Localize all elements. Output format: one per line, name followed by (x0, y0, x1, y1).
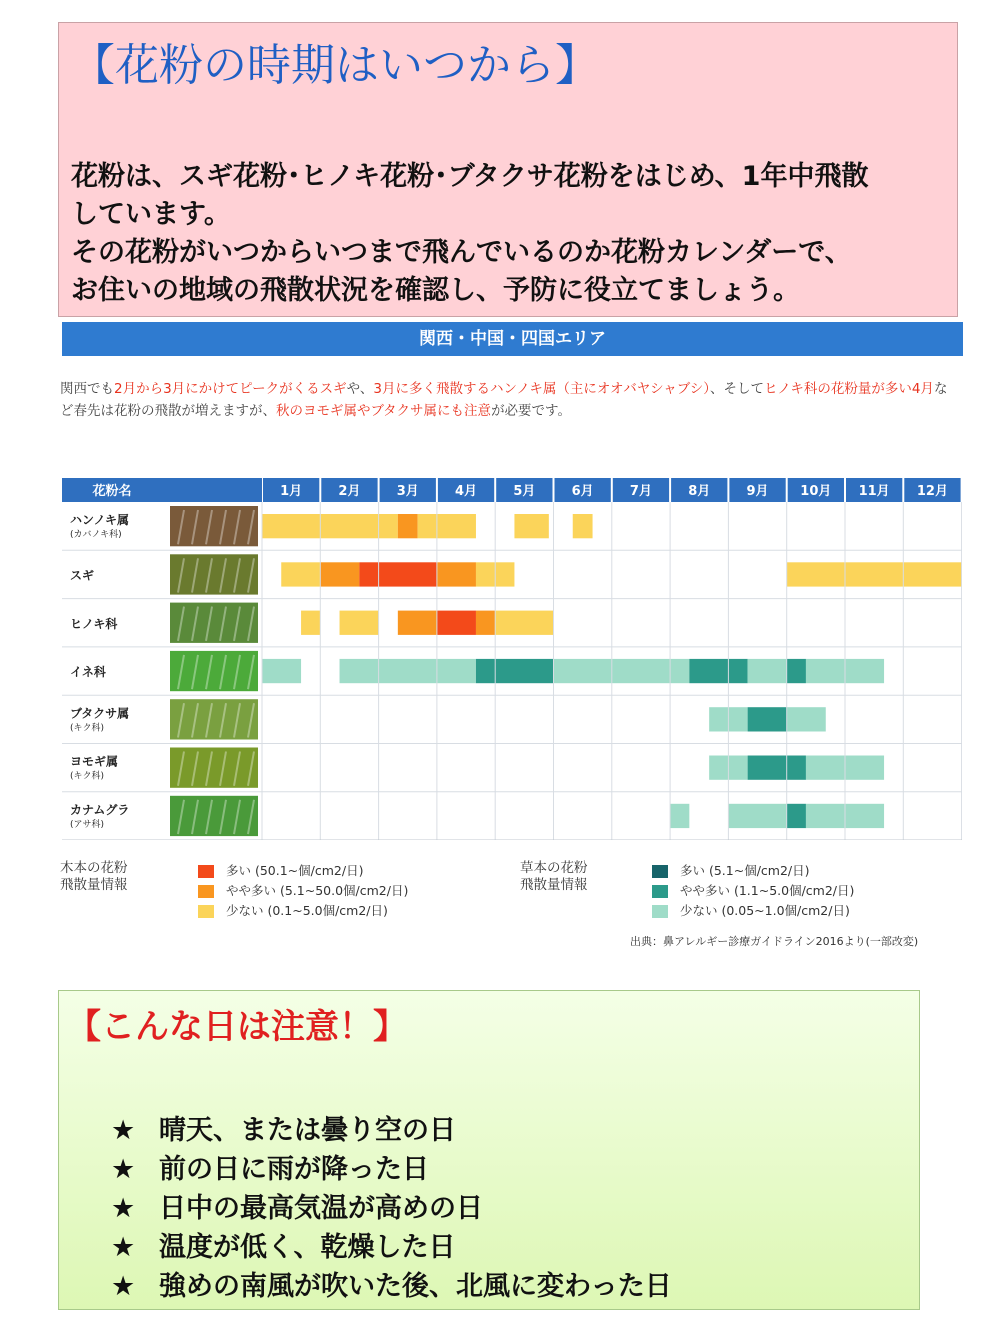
pollen-bar (301, 611, 320, 635)
month-label: 9月 (746, 484, 769, 499)
month-label: 6月 (571, 484, 594, 499)
pollen-name: ヒノキ科 (70, 616, 118, 631)
month-label: 5月 (513, 484, 536, 499)
pollen-bar (262, 659, 301, 683)
legend-grass-title: 草本の花粉 飛散量情報 (520, 860, 588, 893)
month-label: 1月 (280, 484, 303, 499)
intro-panel (58, 22, 958, 317)
pollen-family: (キク科) (70, 723, 105, 734)
caution-item (111, 1267, 672, 1306)
description-text: 、そして (710, 381, 765, 397)
area-banner: 関西・中国・四国エリア (62, 322, 963, 356)
header-label: 花粉名 (92, 484, 132, 499)
pollen-name: イネ科 (70, 665, 106, 680)
pollen-bar (437, 611, 476, 635)
caution-title: 【こんな日は注意！】 (67, 1007, 407, 1047)
pollen-calendar (58, 320, 966, 960)
caution-text: 晴天、または曇り空の日 (159, 1115, 456, 1146)
pollen-name: ブタクサ属 (70, 706, 130, 721)
description-text: や、 (346, 381, 374, 397)
pollen-name: スギ (70, 568, 95, 583)
intro-line: 花粉は、スギ花粉･ヒノキ花粉･ブタクサ花粉をはじめ、1年中飛散 (71, 161, 869, 192)
month-label: 7月 (629, 484, 652, 499)
pollen-name: カナムグラ (70, 802, 130, 817)
intro-line: しています。 (71, 199, 231, 230)
description-text: 関西でも (60, 381, 114, 397)
pollen-bar (689, 659, 747, 683)
pollen-bar (398, 611, 437, 635)
legend-grass-high: 多い (5.1~個/cm2/日) (652, 861, 810, 879)
pollen-bar (418, 514, 476, 538)
month-label: 11月 (858, 484, 890, 499)
star-icon: ★ (111, 1154, 136, 1185)
pollen-bar (787, 707, 826, 731)
caution-item (111, 1228, 672, 1267)
legend-swatch (198, 865, 214, 878)
highlight-text: ヒノキ科の花粉量が多い4月 (764, 381, 934, 397)
star-icon: ★ (111, 1232, 136, 1263)
pollen-name: ヨモギ属 (70, 754, 119, 769)
pollen-bar (748, 659, 787, 683)
month-label: 4月 (455, 484, 478, 499)
legend-grass-low: 少ない (0.05~1.0個/cm2/日) (652, 901, 850, 919)
pollen-bar (495, 611, 553, 635)
pollen-calendar-grid (62, 478, 962, 840)
area-description (60, 378, 960, 422)
month-label: 12月 (916, 484, 948, 499)
pollen-name: ハンノキ属 (70, 513, 130, 528)
caution-item (111, 1111, 672, 1150)
legend-tree-low: 少ない (0.1~5.0個/cm2/日) (198, 901, 388, 919)
intro-title: 【花粉の時期はいつから】 (71, 40, 599, 91)
caution-item (111, 1189, 672, 1228)
description-text: が必要です。 (491, 403, 571, 419)
legend-swatch (198, 885, 214, 898)
legend-swatch (652, 905, 668, 918)
pollen-bar (670, 804, 689, 828)
pollen-family: (カバノキ科) (70, 530, 122, 541)
legend-swatch (198, 905, 214, 918)
caution-text: 日中の最高気温が高めの日 (159, 1193, 483, 1224)
pollen-bar (437, 562, 476, 586)
intro-line: その花粉がいつからいつまで飛んでいるのか花粉カレンダーで、 (71, 237, 852, 268)
highlight-text: 秋のヨモギ属やブタクサ属にも注意 (276, 403, 492, 419)
caution-panel (58, 990, 920, 1310)
pollen-bar (514, 514, 548, 538)
pollen-bar (787, 562, 962, 586)
legend-swatch (652, 885, 668, 898)
pollen-bar (340, 611, 379, 635)
highlight-text: 3月に多く飛散するハンノキ属（主にオオバヤシャブシ） (373, 381, 711, 397)
star-icon: ★ (111, 1271, 136, 1302)
intro-text (71, 158, 951, 310)
pollen-bar (787, 804, 806, 828)
pollen-bar (728, 804, 786, 828)
caution-text: 前の日に雨が降った日 (159, 1154, 429, 1185)
month-label: 2月 (338, 484, 361, 499)
pollen-bar (359, 562, 437, 586)
highlight-text: 2月から3月にかけてピークがくるスギ (114, 381, 347, 397)
source-note: 出典：鼻アレルギー診療ガイドライン2016より(一部改変) (630, 935, 919, 948)
pollen-bar (340, 659, 476, 683)
legend-tree-mid: やや多い (5.1~50.0個/cm2/日) (198, 881, 408, 899)
caution-text: 強めの南風が吹いた後、北風に変わった日 (159, 1271, 672, 1302)
legend-grass-mid: やや多い (1.1~5.0個/cm2/日) (652, 881, 854, 899)
legend-swatch (652, 865, 668, 878)
pollen-bar (554, 659, 690, 683)
legend-tree-title: 木本の花粉 飛散量情報 (60, 860, 128, 893)
star-icon: ★ (111, 1115, 136, 1146)
month-label: 3月 (396, 484, 419, 499)
pollen-family: (キク科) (70, 771, 105, 782)
caution-list (111, 1111, 672, 1306)
pollen-bar (748, 756, 806, 780)
pollen-bar (787, 659, 806, 683)
description-text: など春先は花粉の飛散が増えますが、 (60, 381, 948, 419)
pollen-bar (573, 514, 593, 538)
month-label: 8月 (688, 484, 711, 499)
pollen-bar (320, 562, 359, 586)
intro-line: お住いの地域の飛散状況を確認し、予防に役立てましょう。 (71, 275, 800, 306)
pollen-bar (262, 514, 398, 538)
pollen-bar (281, 562, 320, 586)
legend-tree-high: 多い (50.1~個/cm2/日) (198, 861, 363, 879)
pollen-bar (476, 659, 554, 683)
pollen-family: (アサ科) (70, 819, 105, 830)
star-icon: ★ (111, 1193, 136, 1224)
pollen-bar (476, 611, 495, 635)
month-label: 10月 (800, 484, 832, 499)
pollen-bar (748, 707, 787, 731)
caution-text: 温度が低く、乾燥した日 (159, 1232, 456, 1263)
caution-item (111, 1150, 672, 1189)
pollen-bar (398, 514, 418, 538)
